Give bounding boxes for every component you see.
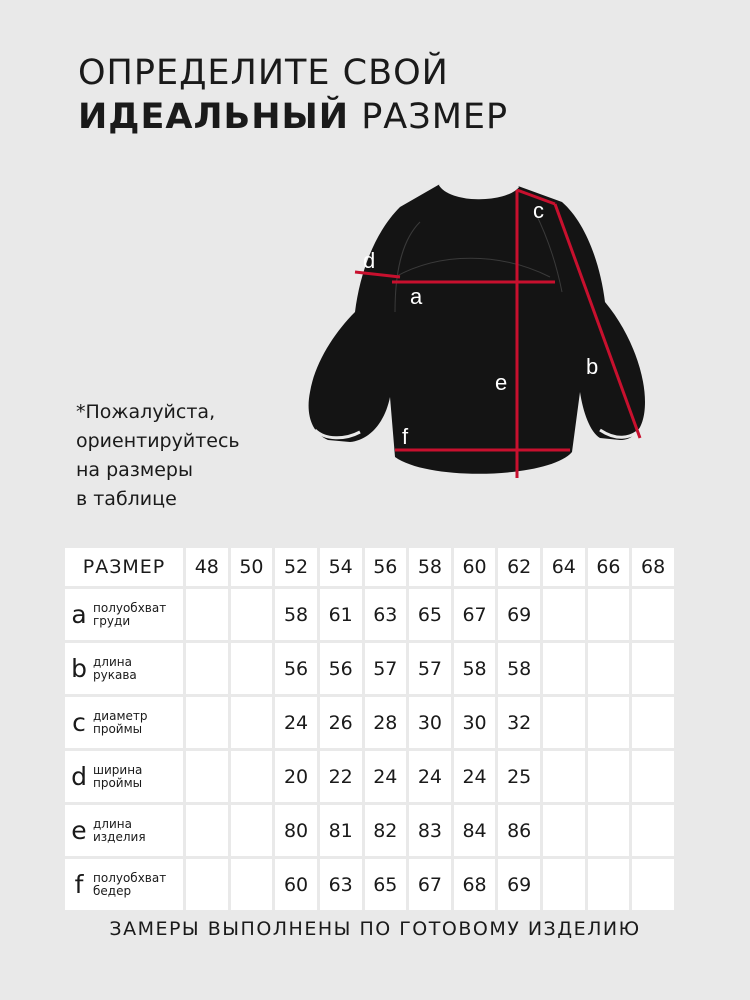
- param-label: [65, 816, 183, 845]
- value-cell: 30: [409, 697, 451, 748]
- param-cell: [65, 751, 183, 802]
- table-row: [65, 751, 674, 802]
- value-cell: 58: [275, 589, 317, 640]
- title-line-2: [78, 96, 698, 138]
- value-cell: [588, 643, 630, 694]
- param-letter: e: [71, 816, 87, 845]
- sweater-silhouette: [309, 184, 645, 474]
- size-col-header: 56: [365, 548, 407, 586]
- value-cell: [588, 751, 630, 802]
- page-title: [78, 52, 698, 138]
- value-cell: 81: [320, 805, 362, 856]
- title-emphasis: ИДЕАЛЬНЫЙ: [78, 97, 350, 137]
- value-cell: [186, 859, 228, 910]
- size-col-header: 48: [186, 548, 228, 586]
- value-cell: 65: [365, 859, 407, 910]
- param-cell: [65, 589, 183, 640]
- param-description: [93, 710, 148, 736]
- param-description: [93, 656, 137, 682]
- value-cell: 69: [498, 859, 540, 910]
- value-cell: 65: [409, 589, 451, 640]
- param-description: [93, 872, 166, 898]
- value-cell: 63: [320, 859, 362, 910]
- value-cell: 61: [320, 589, 362, 640]
- param-line: длина: [93, 816, 132, 831]
- value-cell: [632, 751, 674, 802]
- param-label: [65, 708, 183, 737]
- size-col-header: 64: [543, 548, 585, 586]
- value-cell: 84: [454, 805, 496, 856]
- table-row: [65, 643, 674, 694]
- value-cell: [632, 589, 674, 640]
- value-cell: 58: [498, 643, 540, 694]
- value-cell: [543, 643, 585, 694]
- size-table-header: [65, 548, 674, 586]
- value-cell: [632, 805, 674, 856]
- value-cell: [588, 805, 630, 856]
- value-cell: 80: [275, 805, 317, 856]
- value-cell: 82: [365, 805, 407, 856]
- value-cell: 56: [320, 643, 362, 694]
- param-line: груди: [93, 613, 131, 628]
- value-cell: [186, 751, 228, 802]
- value-cell: 57: [409, 643, 451, 694]
- value-cell: [588, 859, 630, 910]
- value-cell: 20: [275, 751, 317, 802]
- param-line: полуобхват: [93, 600, 167, 615]
- param-cell: [65, 859, 183, 910]
- table-row: [65, 859, 674, 910]
- value-cell: 24: [454, 751, 496, 802]
- param-letter: f: [74, 870, 84, 899]
- param-line: ширина: [93, 762, 143, 777]
- value-cell: 58: [454, 643, 496, 694]
- value-cell: [632, 859, 674, 910]
- value-cell: [588, 589, 630, 640]
- value-cell: [543, 859, 585, 910]
- note-line: *Пожалуйста,: [76, 401, 216, 423]
- note-line: на размеры: [76, 459, 193, 481]
- param-cell: [65, 697, 183, 748]
- size-col-header: 58: [409, 548, 451, 586]
- size-col-header: 54: [320, 548, 362, 586]
- value-cell: [231, 805, 273, 856]
- value-cell: 63: [365, 589, 407, 640]
- value-cell: 60: [275, 859, 317, 910]
- value-cell: [543, 589, 585, 640]
- table-row: [65, 589, 674, 640]
- value-cell: 28: [365, 697, 407, 748]
- param-line: изделия: [93, 829, 146, 844]
- param-label: [65, 600, 183, 629]
- param-line: длина: [93, 654, 132, 669]
- value-cell: [186, 697, 228, 748]
- label-b: b: [586, 354, 599, 379]
- value-cell: 24: [365, 751, 407, 802]
- sweater-diagram: [300, 182, 660, 482]
- param-label: [65, 870, 183, 899]
- param-letter: c: [72, 708, 86, 737]
- value-cell: 24: [409, 751, 451, 802]
- value-cell: 67: [454, 589, 496, 640]
- value-cell: 32: [498, 697, 540, 748]
- param-letter: b: [71, 654, 87, 683]
- value-cell: 86: [498, 805, 540, 856]
- title-line-1: ОПРЕДЕЛИТЕ СВОЙ: [78, 53, 449, 93]
- param-description: [93, 602, 166, 628]
- value-cell: [186, 805, 228, 856]
- label-c: c: [533, 198, 544, 223]
- param-line: бедер: [93, 883, 132, 898]
- table-row: [65, 697, 674, 748]
- value-cell: [588, 697, 630, 748]
- param-line: проймы: [93, 775, 143, 790]
- param-cell: [65, 643, 183, 694]
- param-line: рукава: [93, 667, 137, 682]
- size-note: [76, 398, 240, 514]
- value-cell: [543, 751, 585, 802]
- param-description: [93, 818, 146, 844]
- value-cell: [231, 859, 273, 910]
- size-col-header: 62: [498, 548, 540, 586]
- label-a: a: [410, 284, 423, 309]
- value-cell: [186, 643, 228, 694]
- param-line: полуобхват: [93, 870, 167, 885]
- size-header-label: РАЗМЕР: [65, 548, 183, 586]
- label-e: e: [495, 370, 508, 395]
- value-cell: 56: [275, 643, 317, 694]
- value-cell: 67: [409, 859, 451, 910]
- param-letter: d: [71, 762, 87, 791]
- value-cell: [231, 697, 273, 748]
- value-cell: [231, 589, 273, 640]
- value-cell: 57: [365, 643, 407, 694]
- value-cell: 83: [409, 805, 451, 856]
- note-line: в таблице: [76, 488, 177, 510]
- size-col-header: 68: [632, 548, 674, 586]
- param-label: [65, 654, 183, 683]
- value-cell: 68: [454, 859, 496, 910]
- param-line: проймы: [93, 721, 143, 736]
- value-cell: [186, 589, 228, 640]
- value-cell: 24: [275, 697, 317, 748]
- label-f: f: [402, 424, 409, 449]
- table-row: [65, 805, 674, 856]
- size-col-header: 52: [275, 548, 317, 586]
- size-col-header: 66: [588, 548, 630, 586]
- size-table: [62, 545, 677, 913]
- param-label: [65, 762, 183, 791]
- title-rest: РАЗМЕР: [361, 97, 509, 137]
- value-cell: [231, 643, 273, 694]
- size-col-header: 60: [454, 548, 496, 586]
- value-cell: [543, 697, 585, 748]
- value-cell: [543, 805, 585, 856]
- footer-note: ЗАМЕРЫ ВЫПОЛНЕНЫ ПО ГОТОВОМУ ИЗДЕЛИЮ: [109, 918, 641, 940]
- param-cell: [65, 805, 183, 856]
- value-cell: 30: [454, 697, 496, 748]
- value-cell: 22: [320, 751, 362, 802]
- value-cell: [231, 751, 273, 802]
- param-line: диаметр: [93, 708, 148, 723]
- value-cell: 69: [498, 589, 540, 640]
- param-letter: a: [71, 600, 87, 629]
- value-cell: [632, 643, 674, 694]
- label-d: d: [363, 248, 376, 273]
- value-cell: 25: [498, 751, 540, 802]
- value-cell: 26: [320, 697, 362, 748]
- size-col-header: 50: [231, 548, 273, 586]
- param-description: [93, 764, 142, 790]
- note-line: ориентируйтесь: [76, 430, 240, 452]
- value-cell: [632, 697, 674, 748]
